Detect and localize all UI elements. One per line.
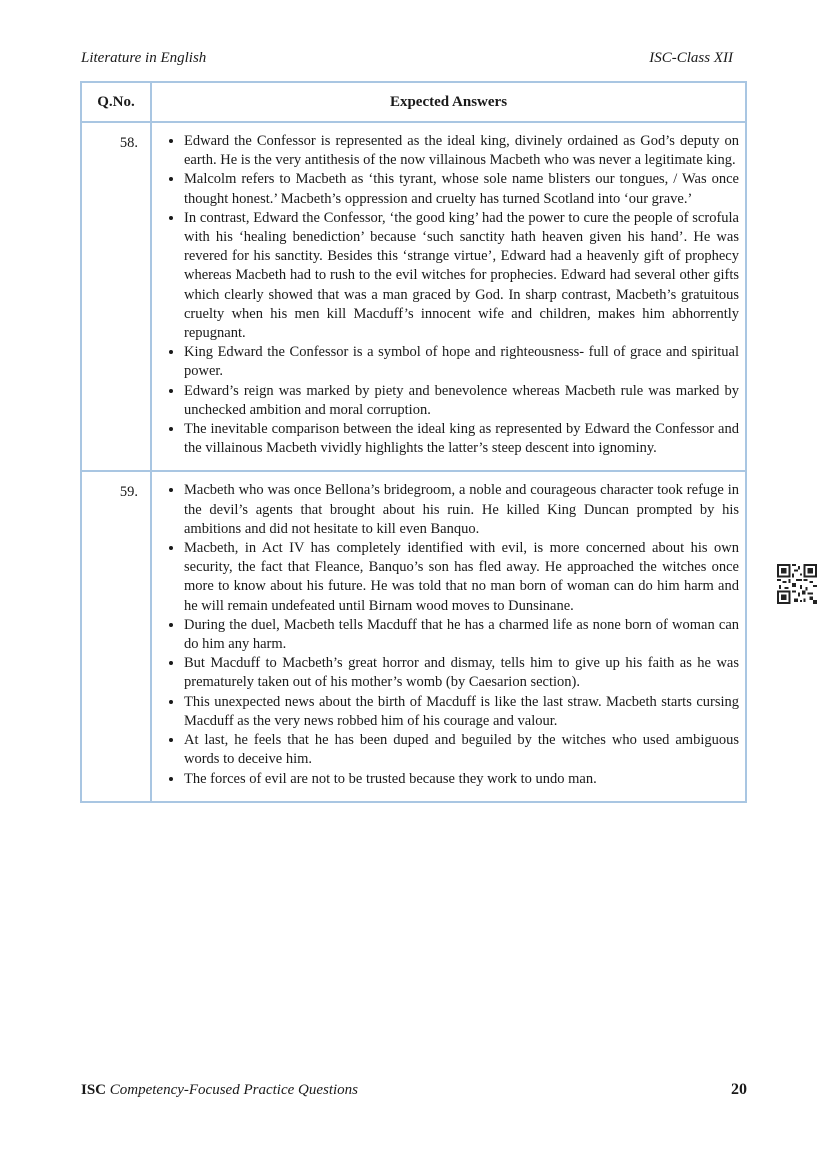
answer-point: • Edward’s reign was marked by piety and benevolence whereas Macbeth rule was marked by unchecked ambition and moral corruption. xyxy=(184,382,739,420)
answer-point: • Malcolm refers to Macbeth as ‘this tyrant, whose sole name blisters our tongues, / Was once thought honest.’ Macbeth’s oppression and cruelty has turned Scotland into ‘our grave.’ xyxy=(184,170,739,208)
answer-point: • At last, he feels that he has been duped and beguiled by the witches who used ambiguous words to deceive him. xyxy=(184,731,739,769)
answer-point: • During the duel, Macbeth tells Macduff that he has a charmed life as none born of woman can do him any harm. xyxy=(184,616,739,654)
answer-point: • Macbeth who was once Bellona’s bridegroom, a noble and courageous character took refuge in the devil’s agents that brought about his ruin. He killed King Duncan prompted by his ambitions and did not hesitate to kill even Banquo. xyxy=(184,481,739,539)
answer-point: • Edward the Confessor is represented as the ideal king, divinely ordained as God’s deputy on earth. He is the very antithesis of the now villainous Macbeth who was never a legitimate king. xyxy=(184,132,739,170)
answer-point: • The forces of evil are not to be trusted because they work to undo man. xyxy=(184,770,739,789)
answer-cell xyxy=(151,471,746,801)
qr-code-icon[interactable] xyxy=(777,564,817,604)
col-header-answers: Expected Answers xyxy=(151,82,746,122)
question-number: 58. xyxy=(81,122,151,471)
answer-point: • Macbeth, in Act IV has completely identified with evil, is more concerned about his own security, the fact that Fleance, Banquo’s son has fled away. He approached the witches once more to know about his future. He was told that no man born of woman can do him harm and he will remain undefeated until Birnam wood moves to Dunsinane. xyxy=(184,539,739,616)
answer-cell xyxy=(151,122,746,471)
footer-brand: ISC xyxy=(81,1082,107,1098)
answer-point: • But Macduff to Macbeth’s great horror and dismay, tells him to give up his faith as he was prematurely taken out of his mother’s womb (by Caesarion section). xyxy=(184,654,739,692)
answer-point: • King Edward the Confessor is a symbol of hope and righteousness- full of grace and spiritual power. xyxy=(184,343,739,381)
header-subject: Literature in English xyxy=(81,50,207,66)
col-header-qno: Q.No. xyxy=(81,82,151,122)
answer-points xyxy=(158,132,739,458)
table-row xyxy=(81,122,746,471)
answer-points xyxy=(158,481,739,788)
answer-point: • This unexpected news about the birth of Macduff is like the last straw. Macbeth starts cursing Macduff as the very news robbed him of his courage and valour. xyxy=(184,693,739,731)
answer-point: • In contrast, Edward the Confessor, ‘the good king’ had the power to cure the people of scrofula with his ‘healing benediction’ because ‘such sanctity hath heaven given his hand’. He was revered for his sanctity. Besides this ‘strange virtue’, Edward had a heavenly gift of prophecy whereas Macbeth had to rush to the evil witches for prophecies. Edward had several other gifts which clearly showed that was a man graced by God. In sharp contrast, Macbeth’s gratuitous cruelty when his men kill Macduff’s innocent wife and children, makes him abhorrently repugnant. xyxy=(184,209,739,343)
footer-subtitle: Competency-Focused Practice Questions xyxy=(109,1082,359,1098)
footer-title xyxy=(81,1082,358,1099)
page-number: 20 xyxy=(731,1081,747,1098)
table-header-row xyxy=(81,82,746,122)
question-number: 59. xyxy=(81,471,151,801)
table-row xyxy=(81,471,746,801)
answer-point: • The inevitable comparison between the ideal king as represented by Edward the Confessor and the villainous Macbeth vividly highlights the latter’s steep descent into ignominy. xyxy=(184,420,739,458)
answers-table xyxy=(80,81,747,803)
header-class: ISC-Class XII xyxy=(649,50,733,66)
